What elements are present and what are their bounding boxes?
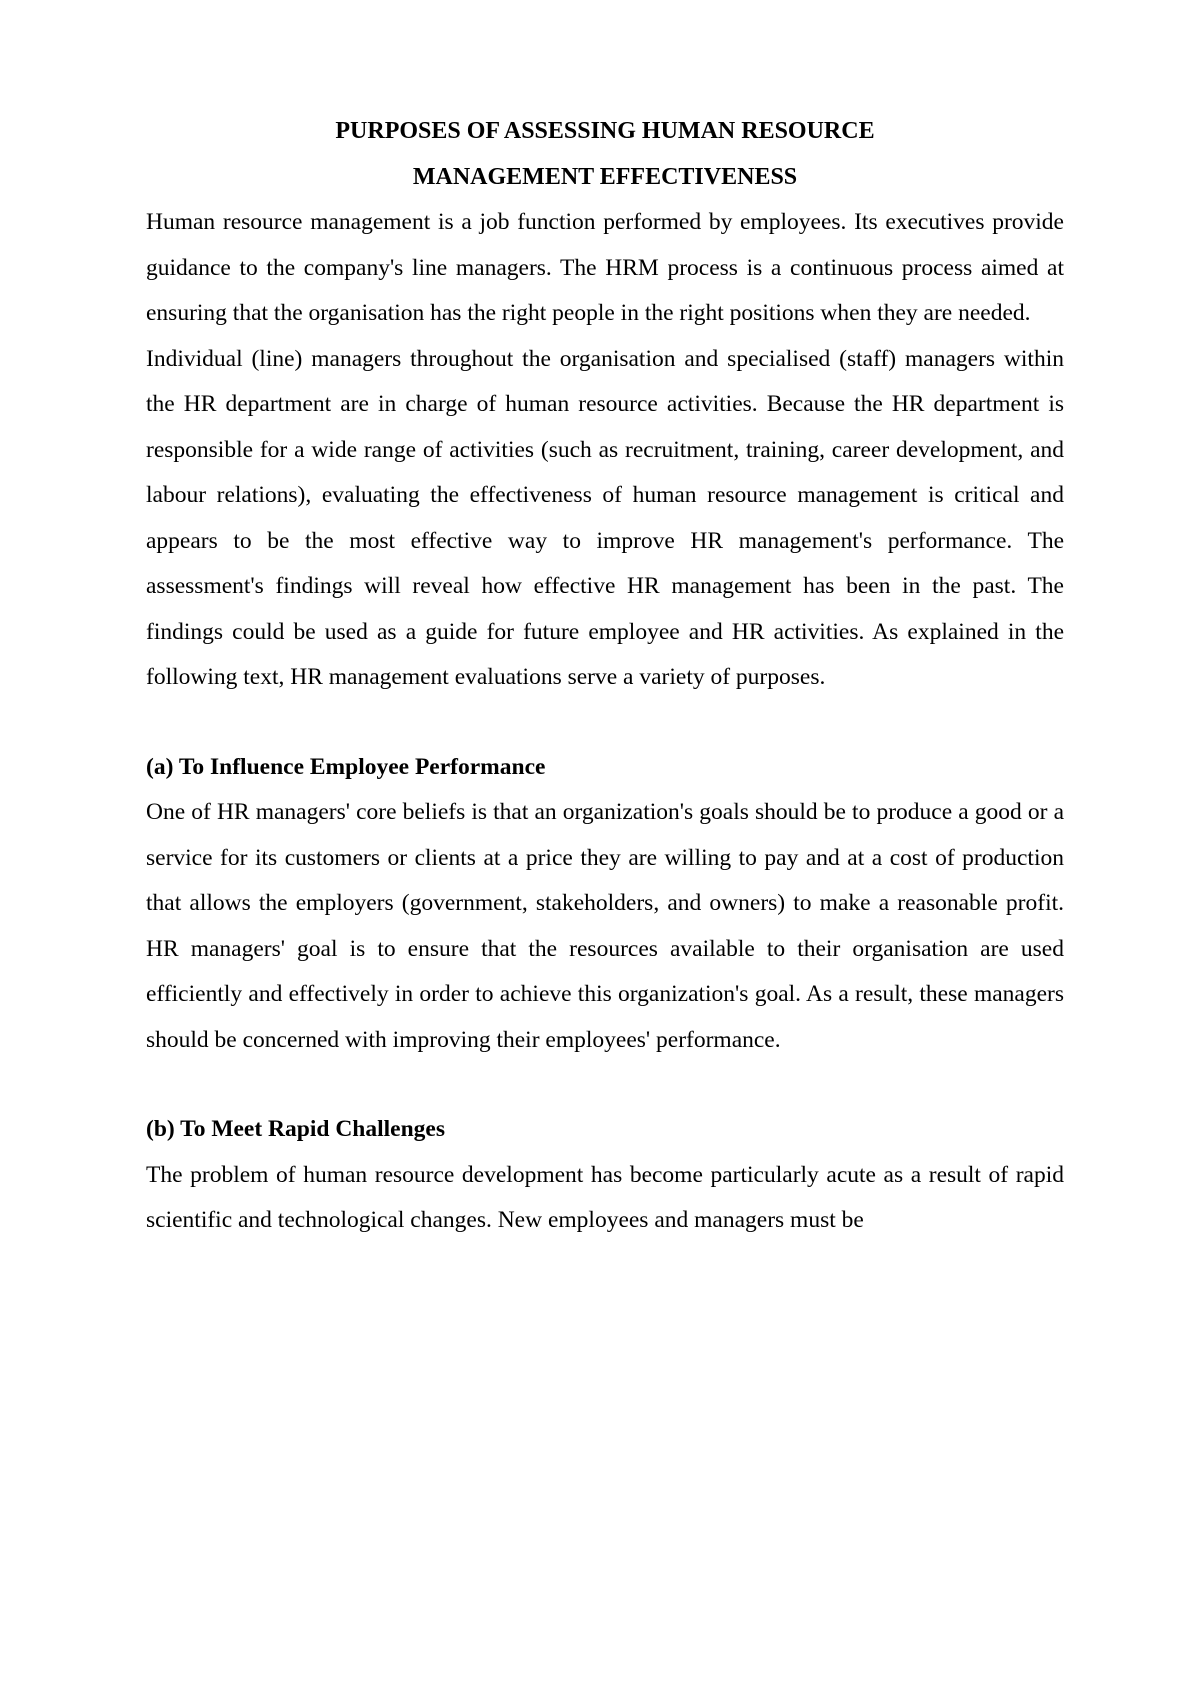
section-b-paragraph: The problem of human resource development has become particularly acute as a result of rapid scientific and technological changes. New employees and managers must be bbox=[146, 1161, 1064, 1233]
intro-paragraph: Human resource management is a job function performed by employees. Its executives provide guidance to the company's line managers. The HRM process is a continuous process aimed at ensuring that the organisation has the right people in the right positions when they are needed. bbox=[146, 209, 1064, 326]
document-title bbox=[146, 108, 1064, 200]
section-a-paragraph: One of HR managers' core beliefs is that an organization's goals should be to produce a good or a service for its customers or clients at a price they are willing to pay and at a cost of production that allows the employers (government, stakeholders, and owners) to make a reasonable profit. HR managers' goal is to ensure that the resources available to their organisation are used efficiently and effectively in order to achieve this organization's goal. As a result, these managers should be concerned with improving their employees' performance. bbox=[146, 799, 1064, 1053]
title-line-1: PURPOSES OF ASSESSING HUMAN RESOURCE bbox=[335, 118, 875, 144]
responsibility-paragraph: Individual (line) managers throughout the organisation and specialised (staff) managers within the HR department are in charge of human resource activities. Because the HR department is responsible for a wide range of activities (such as recruitment, training, career development, and labour relations), evaluating the effectiveness of human resource management is critical and appears to be the most effective way to improve HR management's performance. The assessment's findings will reveal how effective HR management has been in the past. The findings could be used as a guide for future employee and HR activities. As explained in the following text, HR management evaluations serve a variety of purposes. bbox=[146, 345, 1064, 690]
title-line-2: MANAGEMENT EFFECTIVENESS bbox=[412, 164, 798, 190]
section-b-heading: (b) To Meet Rapid Challenges bbox=[146, 1116, 445, 1142]
document-body bbox=[146, 108, 1064, 1244]
section-a-heading: (a) To Influence Employee Performance bbox=[146, 753, 546, 780]
